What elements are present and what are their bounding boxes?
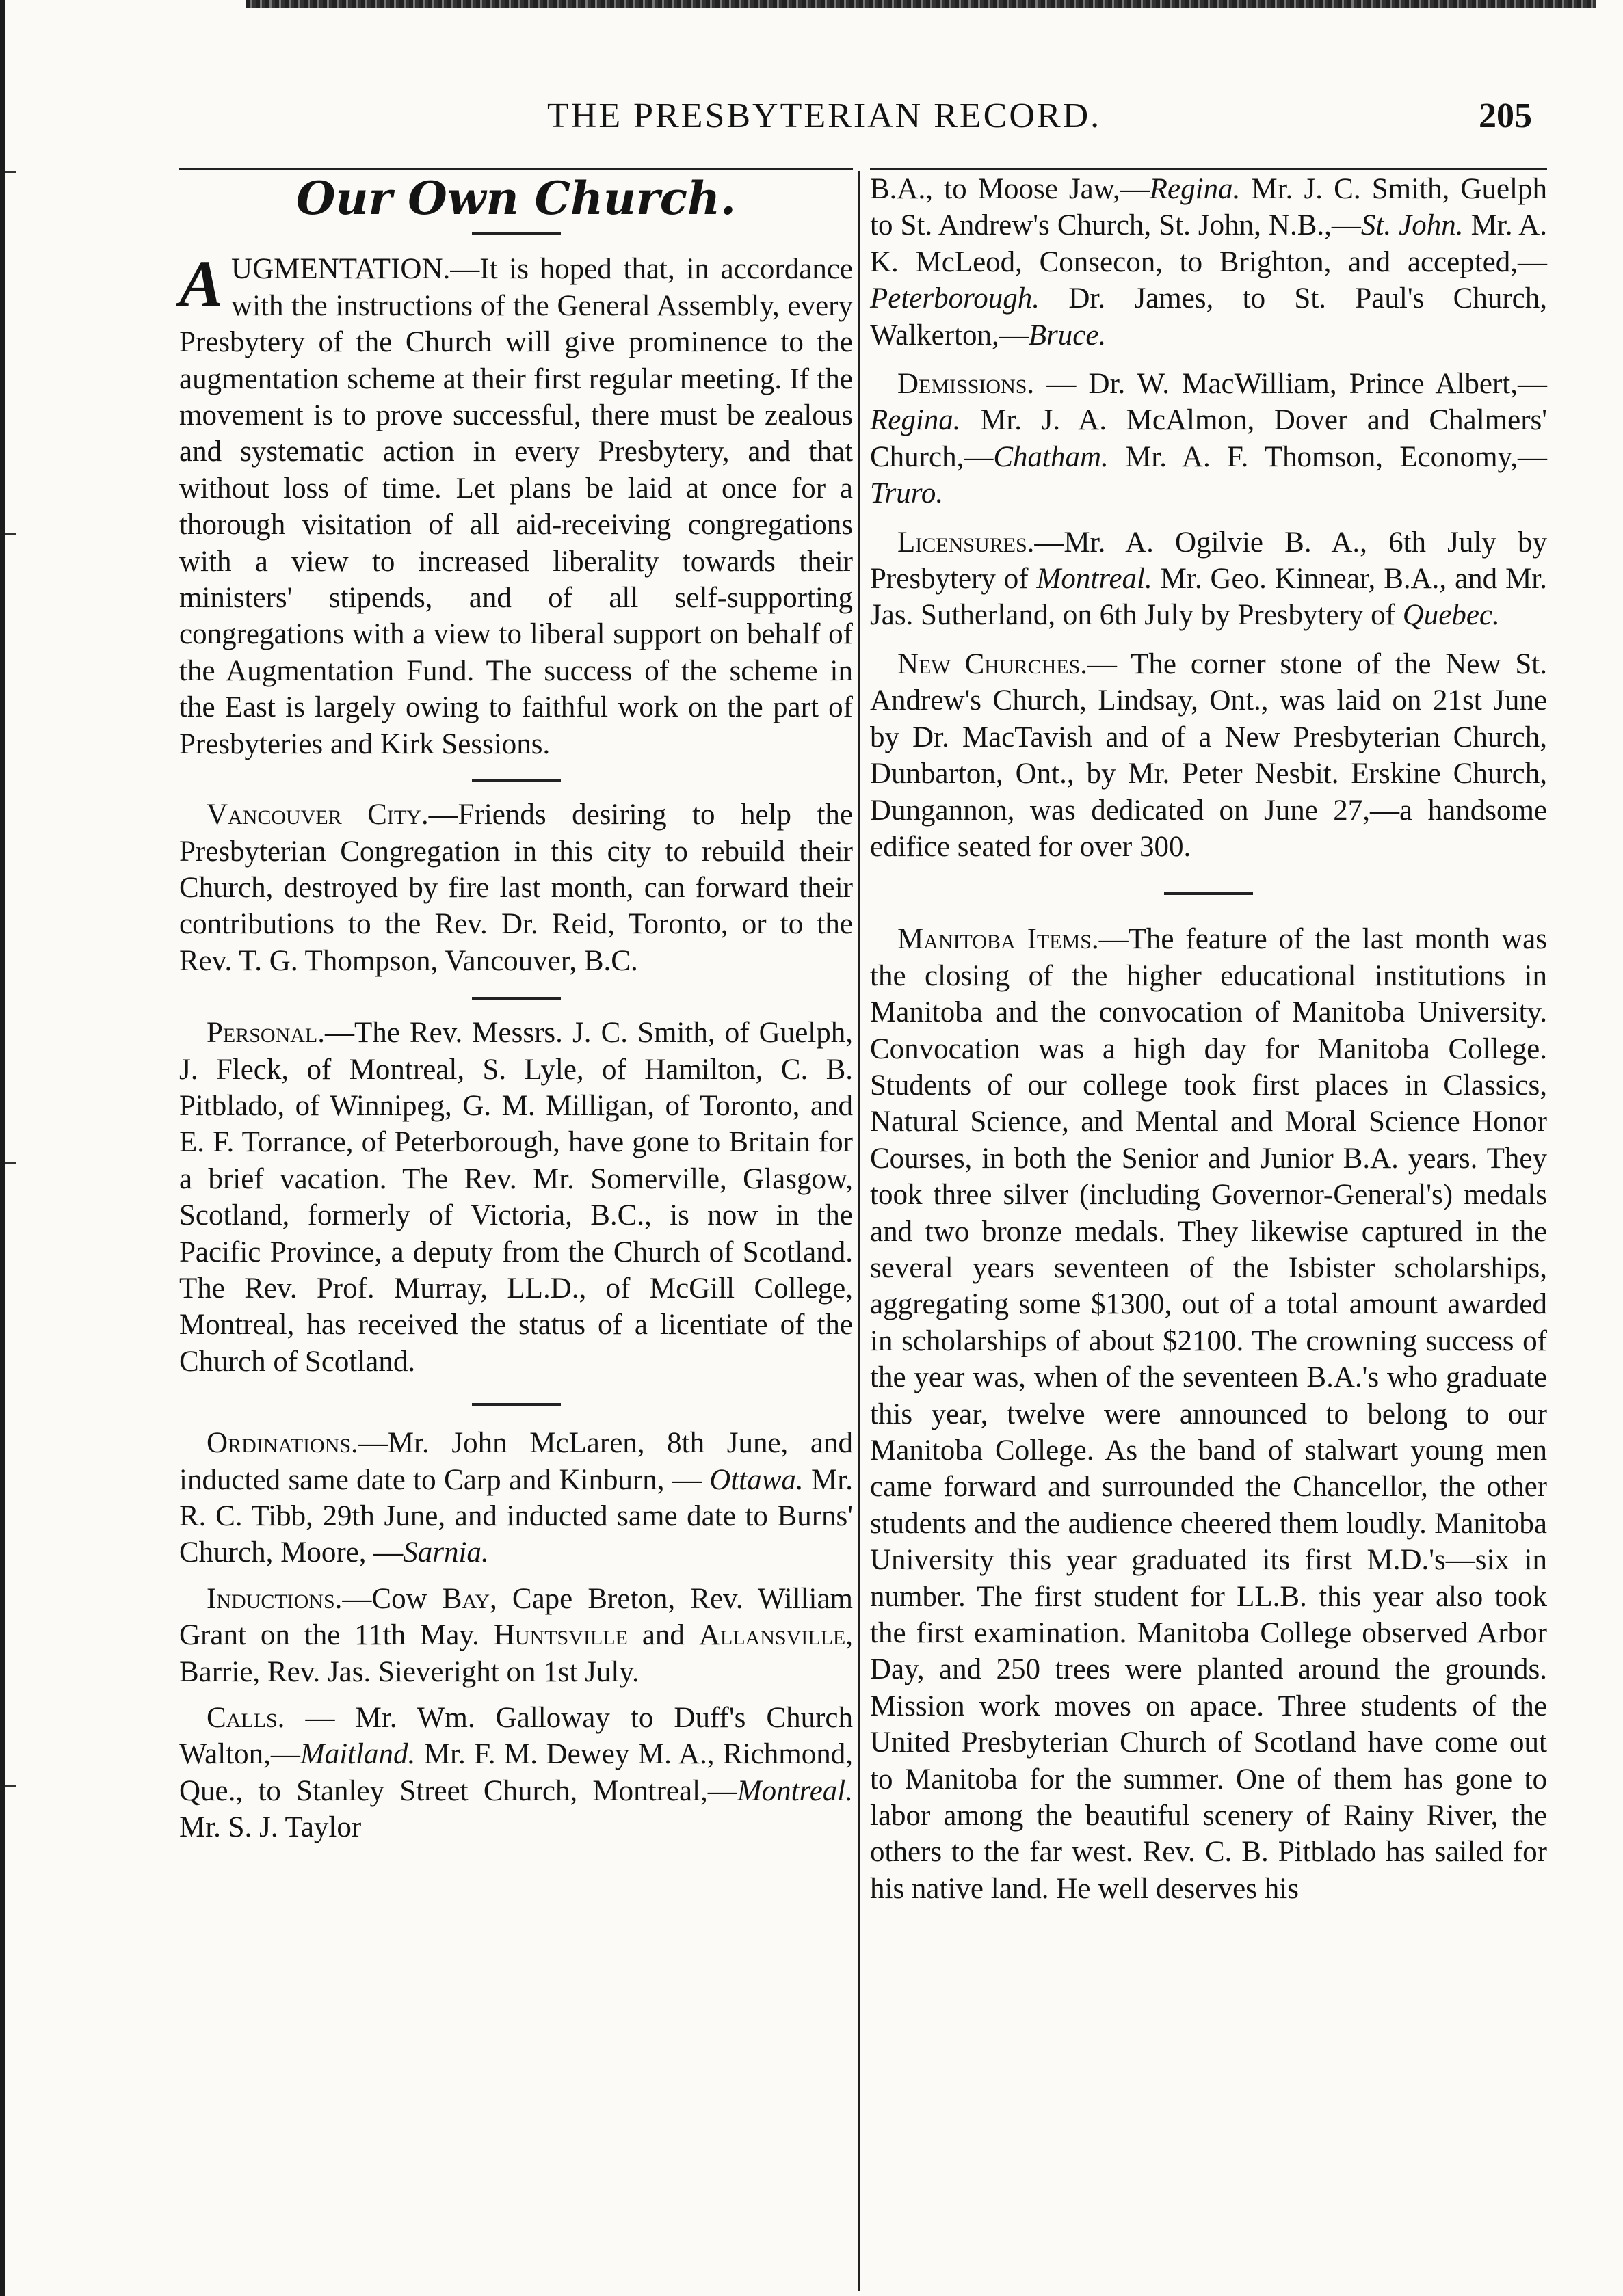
top-border-rule <box>246 0 1596 8</box>
paragraph-text: Mr. A. K. McLeod, Consecon, to Brighton, and accepted,— <box>870 209 1547 278</box>
paragraph-text: —Cow <box>342 1582 443 1615</box>
paragraph-text: — Dr. W. MacWilliam, Prince Albert,— <box>1034 368 1547 401</box>
presbytery-name: Peterborough. <box>870 282 1040 315</box>
presbytery-name: Ottawa. <box>709 1463 804 1496</box>
paragraph-lead: Personal. <box>207 1017 326 1050</box>
paragraph-text: —The Rev. Messrs. J. C. Smith, of Guelph, J. Fleck, of Montreal, S. Lyle, of Hamilton, C. B. Pitblado, of Winnipeg, G. M. Milligan, of Toronto, and E. F. Torrance, of Peterborough, have gone to Britain for a brief vacation. The Rev. Mr. Somerville, Glasgow, Scotland, formerly of Victoria, B.C., is now in the Pacific Province, a deputy from the Church of Scotland. The Rev. Prof. Murray, LL.D., of McGill College, Montreal, has received the status of a licentiate of the Church of Scotland. <box>179 1017 853 1378</box>
column-divider <box>858 171 860 2291</box>
paragraph-text: , Barrie, Rev. Jas. Sieveright on 1st July. <box>179 1619 853 1688</box>
margin-tick <box>5 1785 16 1787</box>
presbytery-name: St. John. <box>1360 209 1464 242</box>
augmentation-paragraph <box>179 247 853 762</box>
presbytery-name: Sarnia. <box>403 1536 489 1569</box>
calls-continued-paragraph <box>870 171 1547 353</box>
section-rule <box>1164 892 1253 895</box>
paragraph-lead: Vancouver City. <box>207 799 429 831</box>
paragraph-text: — The corner stone of the New St. Andrew's Church, Lindsay, Ont., was laid on 21st June by Dr. MacTavish and of a New Presbyterian Church, Dunbarton, Ont., by Mr. Peter Nesbit. Erskine Church, Dungannon, was dedicated on June 27,—a handsome edifice seated for over 300. <box>870 648 1547 863</box>
section-heading: Our Own Church. <box>296 172 736 225</box>
presbytery-name: Maitland. <box>300 1738 416 1771</box>
paragraph-lead: Licensures. <box>897 526 1035 559</box>
place-name: Bay <box>442 1582 490 1615</box>
paragraph-text: Mr. F. M. Dewey M. A., Richmond, Que., to Stanley Street Church, Montreal,— <box>179 1738 853 1807</box>
licensures-paragraph <box>870 524 1547 634</box>
presbytery-name: Regina. <box>870 404 961 437</box>
new-churches-paragraph <box>870 646 1547 865</box>
paragraph-text: and <box>627 1619 699 1652</box>
personal-paragraph <box>179 1015 853 1380</box>
presbytery-name: Regina. <box>1149 173 1241 205</box>
paragraph-text: Mr. J. A. McAlmon, Dover and Chalmers' Church,— <box>870 404 1547 473</box>
paragraph-lead: Manitoba Items. <box>897 923 1099 956</box>
page-header <box>178 96 1546 144</box>
presbytery-name: Quebec. <box>1402 599 1500 632</box>
page-number: 205 <box>1479 96 1532 135</box>
margin-tick <box>5 1162 16 1164</box>
ordinations-paragraph <box>179 1425 853 1571</box>
section-rule <box>472 997 561 1000</box>
presbytery-name: Montreal. <box>1036 563 1152 596</box>
paragraph-text: Mr. R. C. Tibb, 29th June, and inducted same date to Burns' Church, Moore, — <box>179 1463 853 1569</box>
paragraph-text: —Mr. A. Ogilvie B. A., 6th July by Presbytery of <box>870 526 1547 596</box>
paragraph-text: Mr. Geo. Kinnear, B.A., and Mr. Jas. Sutherland, on 6th July by Presbytery of <box>870 563 1547 632</box>
demissions-paragraph <box>870 366 1547 512</box>
right-column <box>870 171 1547 1907</box>
paragraph-text: Mr. J. C. Smith, Guelph to St. Andrew's Church, St. John, N.B.,— <box>870 173 1547 242</box>
paragraph-text: B.A., to Moose Jaw,— <box>870 173 1150 205</box>
paragraph-text: —Mr. John McLaren, 8th June, and inducted same date to Carp and Kinburn, — <box>179 1427 853 1496</box>
header-rule-right <box>870 168 1547 170</box>
presbytery-name: Bruce. <box>1028 319 1107 351</box>
paragraph-text: — Mr. Wm. Galloway to Duff's Church Walton,— <box>179 1702 853 1771</box>
section-rule <box>472 779 561 782</box>
drop-cap: A <box>179 247 224 321</box>
presbytery-name: Montreal. <box>737 1774 853 1807</box>
presbytery-name: Truro. <box>870 477 944 510</box>
paragraph-lead: Calls. <box>207 1702 285 1735</box>
paragraph-text: Mr. S. J. Taylor <box>179 1811 362 1844</box>
manitoba-paragraph <box>870 921 1547 1907</box>
calls-paragraph <box>179 1700 853 1846</box>
margin-tick <box>5 533 16 535</box>
paragraph-text: Mr. A. F. Thomson, Economy,— <box>1108 440 1547 473</box>
paragraph-text: , Cape Breton, Rev. William Grant on the 11th May. <box>179 1582 854 1652</box>
paragraph-lead: New Churches. <box>897 648 1088 680</box>
paragraph-lead: Demissions. <box>897 368 1035 401</box>
paragraph-text: —Friends desiring to help the Presbyterian Congregation in this city to rebuild their Church, destroyed by fire last month, can forward their contributions to the Rev. Dr. Reid, Toronto, or to the Rev. T. G. Thompson, Vancouver, B.C. <box>179 799 854 977</box>
place-name: Huntsville <box>493 1619 628 1652</box>
paragraph-text: —The feature of the last month was the closing of the higher educational institutions in Manitoba and the convocation of Manitoba University. Convocation was a high day for Manitoba College. Students of our college took first places in Classics, Natural Science, and Mental and Moral Science Honor Courses, in both the Senior and Junior B.A. years. They took three silver (including Governor-General's) medals and two bronze medals. They likewise captured in the several years seventeen of the Isbister scholarships, aggregating some $1300, out of a total amount awarded in scholarships of about $2100. The crowning success of the year was, when of the seventeen B.A.'s who graduate this year, twelve were announced to belong to our Manitoba College. As the band of stalwart young men came forward and surrounded the Chancellor, the other students and the audience cheered them loudly. Manitoba University this year graduated its first M.D.'s—six in number. The first student for LL.B. this year also took the first examination. Manitoba College observed Arbor Day, and 250 trees were planted around the grounds. Mission work moves on apace. Three students of the United Presbyterian Church of Scotland have come out to Manitoba for the summer. One of them has gone to labor among the beautiful scenery of Rainy River, the others to the far west. Rev. C. B. Pitblado has sailed for his native land. He well deserves his <box>870 923 1547 1905</box>
paragraph-lead: Inductions. <box>207 1582 343 1615</box>
vancouver-paragraph <box>179 797 853 979</box>
paragraph-lead: UGMENTATION. <box>231 253 451 286</box>
journal-title: THE PRESBYTERIAN RECORD. <box>547 96 1102 135</box>
header-rule-left <box>179 168 853 170</box>
place-name: Allansville <box>698 1619 846 1652</box>
inductions-paragraph <box>179 1581 853 1690</box>
binding-edge <box>0 0 5 2296</box>
paragraph-lead: Ordinations. <box>207 1427 358 1460</box>
paragraph-text: Dr. James, to St. Paul's Church, Walkerton,— <box>870 282 1547 351</box>
section-rule <box>472 232 561 235</box>
presbytery-name: Chatham. <box>993 440 1109 473</box>
paragraph-text: —It is hoped that, in accordance with the instructions of the General Assembly, every Presbytery of the Church will give prominence to the augmentation scheme at their first regular meeting. If the movement is to prove successful, there must be zealous and systematic action in every Presbytery, and that without loss of time. Let plans be laid at once for a thorough visitation of all aid-receiving congregations with a view to increased liberality towards their ministers' stipends, and of all self-supporting congregations with a view to liberal support on behalf of the Augmentation Fund. The success of the scheme in the East is largely owing to faithful work on the part of Presbyteries and Kirk Sessions. <box>179 253 853 760</box>
left-column <box>179 171 853 1846</box>
margin-tick <box>5 171 16 173</box>
section-rule <box>472 1403 561 1406</box>
